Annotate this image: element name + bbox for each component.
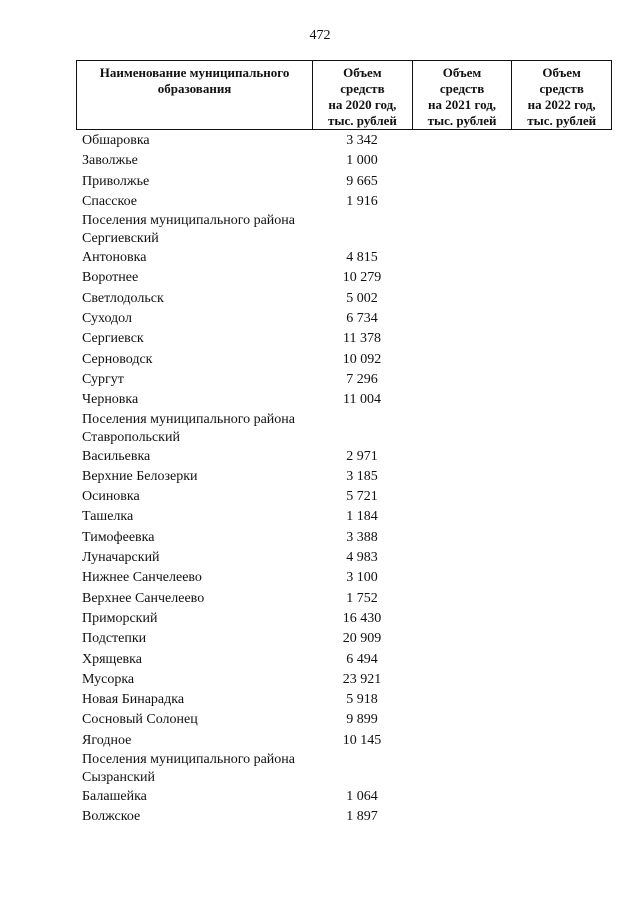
municipality-name: Верхнее Санчелеево [82, 590, 205, 606]
amount-2020: 5 918 [346, 692, 378, 708]
group-heading [82, 230, 612, 248]
table-row [82, 731, 612, 751]
table-row [82, 172, 612, 192]
municipality-name: Ташелка [82, 509, 134, 525]
municipality-name: Суходол [82, 311, 132, 327]
municipality-name: Васильевка [82, 448, 151, 464]
amount-2020: 1 000 [346, 153, 378, 169]
table-row [82, 350, 612, 370]
municipality-name: Верхние Белозерки [82, 468, 198, 484]
amount-2020: 2 971 [346, 448, 378, 464]
header-2020 [312, 61, 412, 129]
municipality-name: Сургут [82, 371, 124, 387]
group-heading [82, 212, 612, 230]
table-row [82, 467, 612, 487]
table-row [82, 690, 612, 710]
table-row [82, 289, 612, 309]
group-heading [82, 769, 612, 787]
table-row [82, 670, 612, 690]
table-row [82, 131, 612, 151]
amount-2020: 3 388 [346, 529, 378, 545]
group-heading [82, 411, 612, 429]
table-row [82, 629, 612, 649]
amount-2020: 3 100 [346, 570, 378, 586]
municipality-name: Серноводск [82, 351, 153, 367]
table-row [82, 268, 612, 288]
amount-2020: 3 342 [346, 133, 378, 148]
municipality-name: Подстепки [82, 631, 147, 647]
table-row [82, 248, 612, 268]
header-text: тыс. рублей [427, 113, 497, 128]
table-row [82, 807, 612, 827]
group-heading-text: Сергиевский [82, 231, 159, 247]
municipality-name: Обшаровка [82, 133, 150, 148]
municipality-name: Заволжье [82, 153, 138, 169]
header-2022 [511, 61, 611, 129]
municipality-name: Черновка [82, 392, 139, 408]
amount-2020: 1 916 [346, 193, 378, 209]
table-row [82, 548, 612, 568]
municipality-name: Луначарский [82, 550, 160, 566]
municipality-name: Приволжье [82, 173, 150, 189]
header-text: тыс. рублей [527, 113, 597, 128]
amount-2020: 1 184 [346, 509, 378, 525]
table-row [82, 487, 612, 507]
group-heading-text: Поселения муниципального района [82, 752, 296, 768]
amount-2020: 3 185 [346, 468, 378, 484]
amount-2020: 11 004 [343, 392, 381, 408]
table-row [82, 609, 612, 629]
header-text: средств [539, 81, 584, 96]
amount-2020: 10 145 [342, 732, 382, 748]
table-row [82, 309, 612, 329]
header-text: Наименование муниципального [99, 65, 290, 80]
header-text: Объем [542, 65, 581, 80]
header-text: на 2021 год, [428, 97, 497, 112]
municipality-name: Тимофеевка [82, 529, 155, 545]
table-row [82, 507, 612, 527]
header-text: средств [340, 81, 385, 96]
table-row [82, 151, 612, 171]
header-text: Объем [442, 65, 482, 80]
header-text: тыс. рублей [327, 113, 397, 128]
municipality-name: Сергиевск [82, 331, 144, 347]
municipality-name: Осиновка [82, 489, 140, 505]
header-text: на 2022 год, [527, 97, 596, 112]
municipality-name: Светлодольск [82, 290, 164, 306]
table-row [82, 528, 612, 548]
amount-2020: 6 734 [346, 311, 378, 327]
municipality-name: Антоновка [82, 250, 147, 266]
table-row [82, 589, 612, 609]
header-text: образования [157, 81, 232, 96]
page-number: 472 [309, 28, 331, 43]
amount-2020: 9 899 [346, 712, 378, 728]
header-municipality [77, 61, 312, 129]
group-heading [82, 751, 612, 769]
amount-2020: 5 721 [346, 489, 378, 505]
group-heading-text: Поселения муниципального района [82, 213, 296, 229]
amount-2020: 16 430 [342, 610, 382, 626]
table-row [82, 710, 612, 730]
header-2021 [412, 61, 512, 129]
municipality-name: Волжское [82, 809, 141, 825]
amount-2020: 6 494 [346, 651, 378, 667]
municipality-name: Хрящевка [82, 651, 142, 667]
table-row [82, 447, 612, 467]
table-body [82, 131, 612, 828]
municipality-name: Ягодное [82, 732, 132, 748]
table-row [82, 568, 612, 588]
table-row [82, 390, 612, 410]
table-header [76, 60, 612, 130]
municipality-name: Нижнее Санчелеево [82, 570, 202, 586]
municipality-name: Новая Бинарадка [82, 692, 185, 708]
group-heading [82, 429, 612, 447]
amount-2020: 1 752 [346, 590, 378, 606]
header-text: средств [439, 81, 485, 96]
municipality-name: Приморский [82, 610, 158, 626]
header-text: на 2020 год, [328, 97, 397, 112]
municipality-name: Балашейка [82, 789, 147, 805]
group-heading-text: Поселения муниципального района [82, 411, 296, 427]
amount-2020: 7 296 [346, 371, 378, 387]
municipality-name: Мусорка [82, 671, 135, 687]
amount-2020: 9 665 [346, 173, 378, 189]
table-row [82, 787, 612, 807]
amount-2020: 23 921 [342, 671, 382, 687]
municipality-name: Воротнее [82, 270, 139, 286]
municipality-name: Сосновый Солонец [82, 712, 198, 728]
amount-2020: 5 002 [346, 290, 378, 306]
amount-2020: 10 092 [342, 351, 382, 367]
header-text: Объем [343, 65, 382, 80]
group-heading-text: Сызранский [82, 770, 155, 786]
municipality-name: Спасское [82, 193, 137, 209]
table-row [82, 192, 612, 212]
amount-2020: 20 909 [342, 631, 382, 647]
amount-2020: 1 897 [346, 809, 378, 825]
table-row [82, 650, 612, 670]
amount-2020: 11 378 [343, 331, 381, 347]
table-row [82, 329, 612, 349]
amount-2020: 4 815 [346, 250, 378, 266]
amount-2020: 10 279 [342, 270, 382, 286]
amount-2020: 4 983 [346, 550, 378, 566]
group-heading-text: Ставропольский [82, 429, 180, 445]
table-row [82, 370, 612, 390]
amount-2020: 1 064 [346, 789, 378, 805]
